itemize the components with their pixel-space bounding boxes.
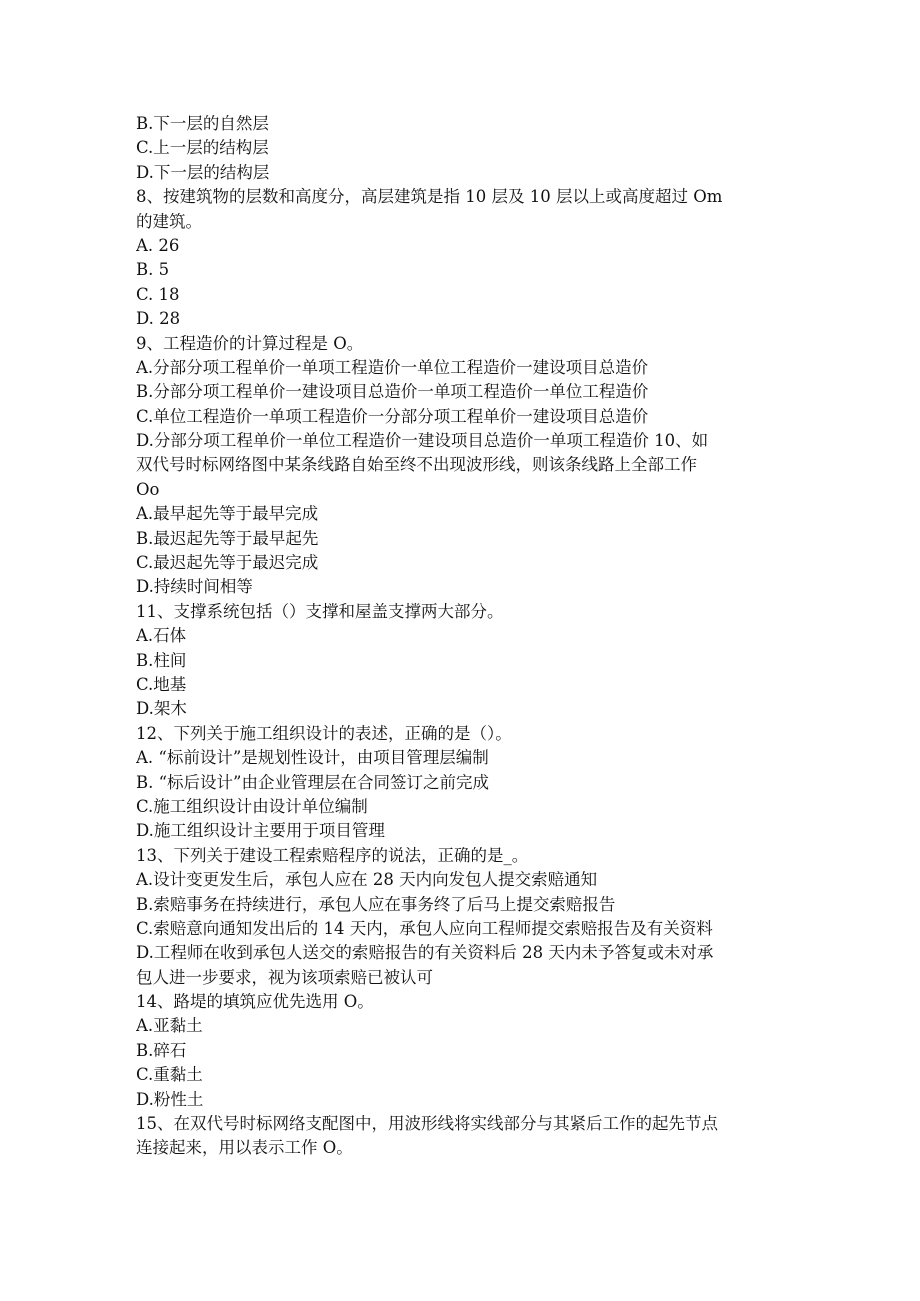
text-line: D.持续时间相等 <box>136 577 253 597</box>
text-line: 包人进一步要求，视为该项索赔已被认可 <box>136 967 433 987</box>
text-line: 15、在双代号时标网络支配图中，用波形线将实线部分与其紧后工作的起先节点 <box>136 1114 718 1134</box>
document-body <box>136 112 786 1161</box>
text-line: D.粉性土 <box>136 1089 204 1109</box>
text-line: 11、支撑系统包括（）支撑和屋盖支撑两大部分。 <box>136 601 504 621</box>
text-line: B.下一层的自然层 <box>136 114 269 133</box>
text-line: C.施工组织设计由设计单位编制 <box>136 796 368 816</box>
text-line: B.分部分项工程单价一建设项目总造价一单项工程造价一单位工程造价 <box>136 382 649 402</box>
text-line: A. “标前设计”是规划性设计，由项目管理层编制 <box>136 748 489 768</box>
text-line: 9、工程造价的计算过程是 O。 <box>136 333 364 353</box>
text-line: C.索赔意向通知发出后的 14 天内，承包人应向工程师提交索赔报告及有关资料 <box>136 918 713 938</box>
text-line: A. 26 <box>136 235 180 255</box>
text-line: 连接起来，用以表示工作 O。 <box>136 1138 353 1158</box>
text-line: A.最早起先等于最早完成 <box>136 504 319 524</box>
text-line: 13、下列关于建设工程索赔程序的说法，正确的是_。 <box>136 845 529 865</box>
text-line: 的建筑。 <box>136 211 202 231</box>
text-line: C.重黏土 <box>136 1065 203 1085</box>
text-line: D.施工组织设计主要用于项目管理 <box>136 821 385 841</box>
text-line: 双代号时标网络图中某条线路自始至终不出现波形线，则该条线路上全部工作 <box>136 455 697 475</box>
text-line: B. 5 <box>136 260 170 280</box>
text-line: D.分部分项工程单价一单位工程造价一建设项目总造价一单项工程造价 10、如 <box>136 431 709 451</box>
text-line: Oo <box>136 479 160 499</box>
text-line: C. 18 <box>136 284 180 304</box>
text-line: A.分部分项工程单价一单项工程造价一单位工程造价一建设项目总造价 <box>136 357 649 377</box>
text-line: B.柱间 <box>136 650 187 670</box>
text-line: B.索赔事务在持续进行，承包人应在事务终了后马上提交索赔报告 <box>136 894 616 914</box>
text-line: D. 28 <box>136 309 181 329</box>
text-line: A.设计变更发生后，承包人应在 28 天内向发包人提交索赔通知 <box>136 870 598 890</box>
text-line: C.最迟起先等于最迟完成 <box>136 553 319 573</box>
text-line: B.最迟起先等于最早起先 <box>136 528 319 548</box>
text-line: D.工程师在收到承包人送交的索赔报告的有关资料后 28 天内未予答复或未对承 <box>136 943 714 963</box>
text-line: D.下一层的结构层 <box>136 162 270 182</box>
text-line: 12、下列关于施工组织设计的表述，正确的是（）。 <box>136 723 512 743</box>
text-line: 14、路堤的填筑应优先选用 O。 <box>136 992 374 1012</box>
text-line: B. “标后设计”由企业管理层在合同签订之前完成 <box>136 772 489 792</box>
text-line: B.碎石 <box>136 1040 187 1060</box>
text-line: A.石体 <box>136 626 187 646</box>
text-line: C.地基 <box>136 674 187 694</box>
text-line: C.单位工程造价一单项工程造价一分部分项工程单价一建设项目总造价 <box>136 406 649 426</box>
text-line: A.亚黏土 <box>136 1016 203 1036</box>
text-line: 8、按建筑物的层数和高度分，高层建筑是指 10 层及 10 层以上或高度超过 Om <box>136 187 723 207</box>
text-line: D.架木 <box>136 699 187 719</box>
text-line: C.上一层的结构层 <box>136 138 269 158</box>
